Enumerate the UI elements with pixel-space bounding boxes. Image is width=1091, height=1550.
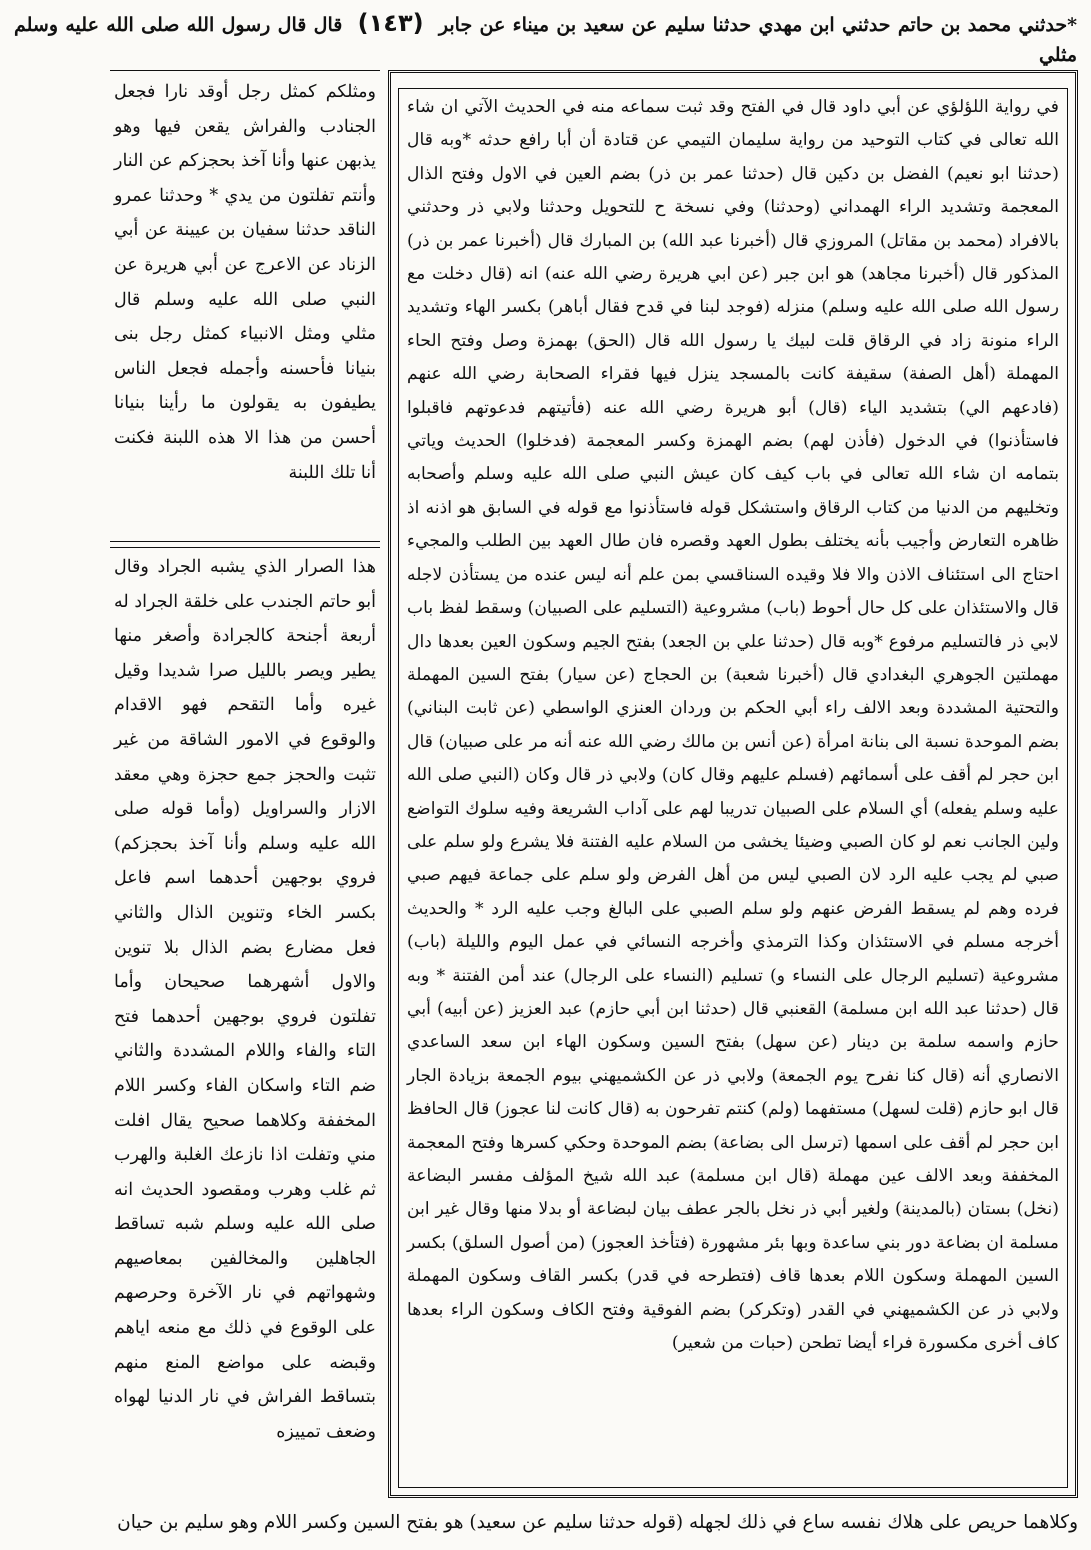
- footer-text: وكلاهما حريص على هلاك نفسه ساع في ذلك لجهله (قوله حدثنا سليم عن سعيد) هو بفتح السين وكسر اللام وهو سليم بن حيان: [117, 1512, 1078, 1533]
- margin-top-text: ومثلكم كمثل رجل أوقد نارا فجعل الجنادب والفراش يقعن فيها وهو يذبهن عنها وأنا آخذ بحجزكم عن النار وأنتم تفلتون من يدي * وحدثنا عمرو الناقد حدثنا سفيان بن عيينة عن أبي الزناد عن الاعرج عن أبي هريرة عن النبي صلى الله عليه وسلم قال مثلي ومثل الانبياء كمثل رجل بنى بنيانا فأحسنه وأجمله فجعل الناس يطيفون به يقولون ما رأينا بنيانا أحسن من هذا الا هذه اللبنة فكنت أنا تلك اللبنة: [114, 82, 376, 483]
- header-text-left: قال قال رسول الله صلى الله عليه وسلم مثلي: [14, 14, 1077, 66]
- margin-commentary-bottom: [110, 547, 380, 1498]
- margin-commentary-top: [110, 70, 380, 542]
- header-text-right: *حدثني محمد بن حاتم حدثني ابن مهدي حدثنا سليم عن سعيد بن ميناء عن جابر: [438, 14, 1078, 36]
- page-header: [14, 8, 1077, 70]
- margin-bottom-text: هذا الصرار الذي يشبه الجراد وقال أبو حاتم الجندب على خلقة الجراد له أربعة أجنحة كالجرادة وأصغر منها يطير ويصر بالليل صرا شديدا وقيل غيره وأما التقحم فهو الاقدام والوقوع في الامور الشاقة من غير تثبت والحجز جمع حجزة وهي معقد الازار والسراويل (وأما قوله صلى الله عليه وسلم وأنا آخذ بحجزكم) فروي بوجهين أحدهما اسم فاعل بكسر الخاء وتنوين الذال والثاني فعل مضارع بضم الذال بلا تنوين والاول أشهرهما صحيحان وأما تفلتون فروي بوجهين أحدهما فتح التاء والفاء واللام المشددة والثاني ضم التاء واسكان الفاء وكسر اللام المخففة وكلاهما صحيح يقال افلت مني وتفلت اذا نازعك الغلبة والهرب ثم غلب وهرب ومقصود الحديث انه صلى الله عليه وسلم شبه تساقط الجاهلين والمخالفين بمعاصيهم وشهواتهم في نار الآخرة وحرصهم على الوقوع في ذلك مع منعه اياهم وقبضه على مواضع المنع منهم بتساقط الفراش في نار الدنيا لهواه وضعف تمييزه: [114, 557, 376, 1442]
- page-footer-line: [110, 1505, 1078, 1545]
- main-text-box: [398, 88, 1068, 1488]
- page-number: (١٤٣): [357, 9, 424, 37]
- main-body-text: في رواية اللؤلؤي عن أبي داود قال في الفتح وقد ثبت سماعه منه في الحديث الآتي ان شاء الله تعالى في كتاب التوحيد من رواية سليمان التيمي عن قتادة أن أبا رافع حدثه *وبه قال (حدثنا ابو نعيم) الفضل بن دكين قال (حدثنا عمر بن ذر) بضم العين في الاول وفتح الذال المعجمة وتشديد الراء الهمداني (وحدثنا) وفي نسخة ح للتحويل وحدثنا ولابي ذر وحدثني بالافراد (محمد بن مقاتل) المروزي قال (أخبرنا عبد الله) بن المبارك قال (أخبرنا عمر بن ذر) المذكور قال (أخبرنا مجاهد) هو ابن جبر (عن ابي هريرة رضي الله عنه) انه (قال دخلت مع رسول الله صلى الله عليه وسلم) منزله (فوجد لبنا في قدح فقال أباهر) بكسر الهاء وتشديد الراء منونة زاد في الرقاق قلت لبيك يا رسول الله قال (الحق) بهمزة وصل وفتح الحاء المهملة (أهل الصفة) سقيفة كانت بالمسجد ينزل فيها فقراء الصحابة رضي الله عنهم (فادعهم الي) بتشديد الياء (قال) أبو هريرة رضي الله عنه (فأتيتهم فدعوتهم فاقبلوا فاستأذنوا) في الدخول (فأذن لهم) بضم الهمزة وكسر المعجمة (فدخلوا) الحديث وياتي بتمامه ان شاء الله تعالى في باب كيف كان عيش النبي صلى الله عليه وسلم وأصحابه وتخليهم من الدنيا من كتاب الرقاق واستشكل قوله فاستأذنوا مع قوله في السابق هو اذنه اذ ظاهره التعارض وأجيب بأنه يختلف بطول العهد وقصره فان طال العهد بين الطلب والمجيء احتاج الى استئناف الاذن والا فلا وقيده السناقسي بمن علم أنه ليس عنده من يستأذن لاجله قال والاستئذان على كل حال أحوط (باب) مشروعية (التسليم على الصبيان) وسقط لفظ باب لابي ذر فالتسليم مرفوع *وبه قال (حدثنا علي بن الجعد) بفتح الجيم وسكون العين بعدها دال مهملتين الجوهري البغدادي قال (أخبرنا شعبة) بن الحجاج (عن سيار) بفتح السين المهملة والتحتية المشددة وبعد الالف راء أبي الحكم بن وردان العنزي الواسطي (عن ثابت البناني) بضم الموحدة نسبة الى بنانة امرأة (عن أنس بن مالك رضي الله عنه أنه مر على صبيان) قال ابن حجر لم أقف على أسمائهم (فسلم عليهم وقال كان) ولابي ذر قال وكان (النبي صلى الله عليه وسلم يفعله) أي السلام على الصبيان تدريبا لهم على آداب الشريعة وفيه سلوك التواضع ولين الجانب نعم لو كان الصبي وضيئا يخشى من السلام عليه الفتنة فلا يشرع ولو سلم على صبي لم يجب عليه الرد لان الصبي ليس من أهل الفرض ولو سلم على جماعة فيهم صبي فرده وهم لم يسقط الفرض عنهم ولو سلم الصبي على البالغ وجب عليه الرد * والحديث أخرجه مسلم في الاستئذان وكذا الترمذي وأخرجه النسائي في عمل اليوم والليلة (باب) مشروعية (تسليم الرجال على النساء و) تسليم (النساء على الرجال) عند أمن الفتنة * وبه قال (حدثنا عبد الله ابن مسلمة) القعنبي قال (حدثنا ابن أبي حازم) عبد العزيز (عن أبيه) أبي حازم واسمه سلمة بن دينار (عن سهل) بفتح السين وسكون الهاء ابن سعد الساعدي الانصاري أنه (قال كنا نفرح يوم الجمعة) ولابي ذر عن الكشميهني بيوم الجمعة بزيادة الجار قال ابو حازم (قلت لسهل) مستفهما (ولم) كنتم تفرحون به (قال كانت لنا عجوز) قال الحافظ ابن حجر لم أقف على اسمها (ترسل الى بضاعة) بضم الموحدة وحكي كسرها وفتح المعجمة المخففة وبعد الالف عين مهملة (قال ابن مسلمة) عبد الله شيخ المؤلف مفسر البضاعة (نخل) بستان (بالمدينة) ولغير أبي ذر نخل بالجر عطف بيان لبضاعة أو بدلا منها وقال غير ابن مسلمة ان بضاعة دور بني ساعدة وبها بئر مشهورة (فتأخذ العجوز) (من أصول السلق) بكسر السين المهملة وسكون اللام بعدها قاف (فتطرحه في قدر) بكسر القاف وسكون المهملة ولابي ذر عن الكشميهني في القدر (وتكركر) بضم الفوقية وفتح الكاف وسكون الراء بعدها كاف أخرى مكسورة فراء أيضا تطحن (حبات من شعير): [407, 97, 1059, 1354]
